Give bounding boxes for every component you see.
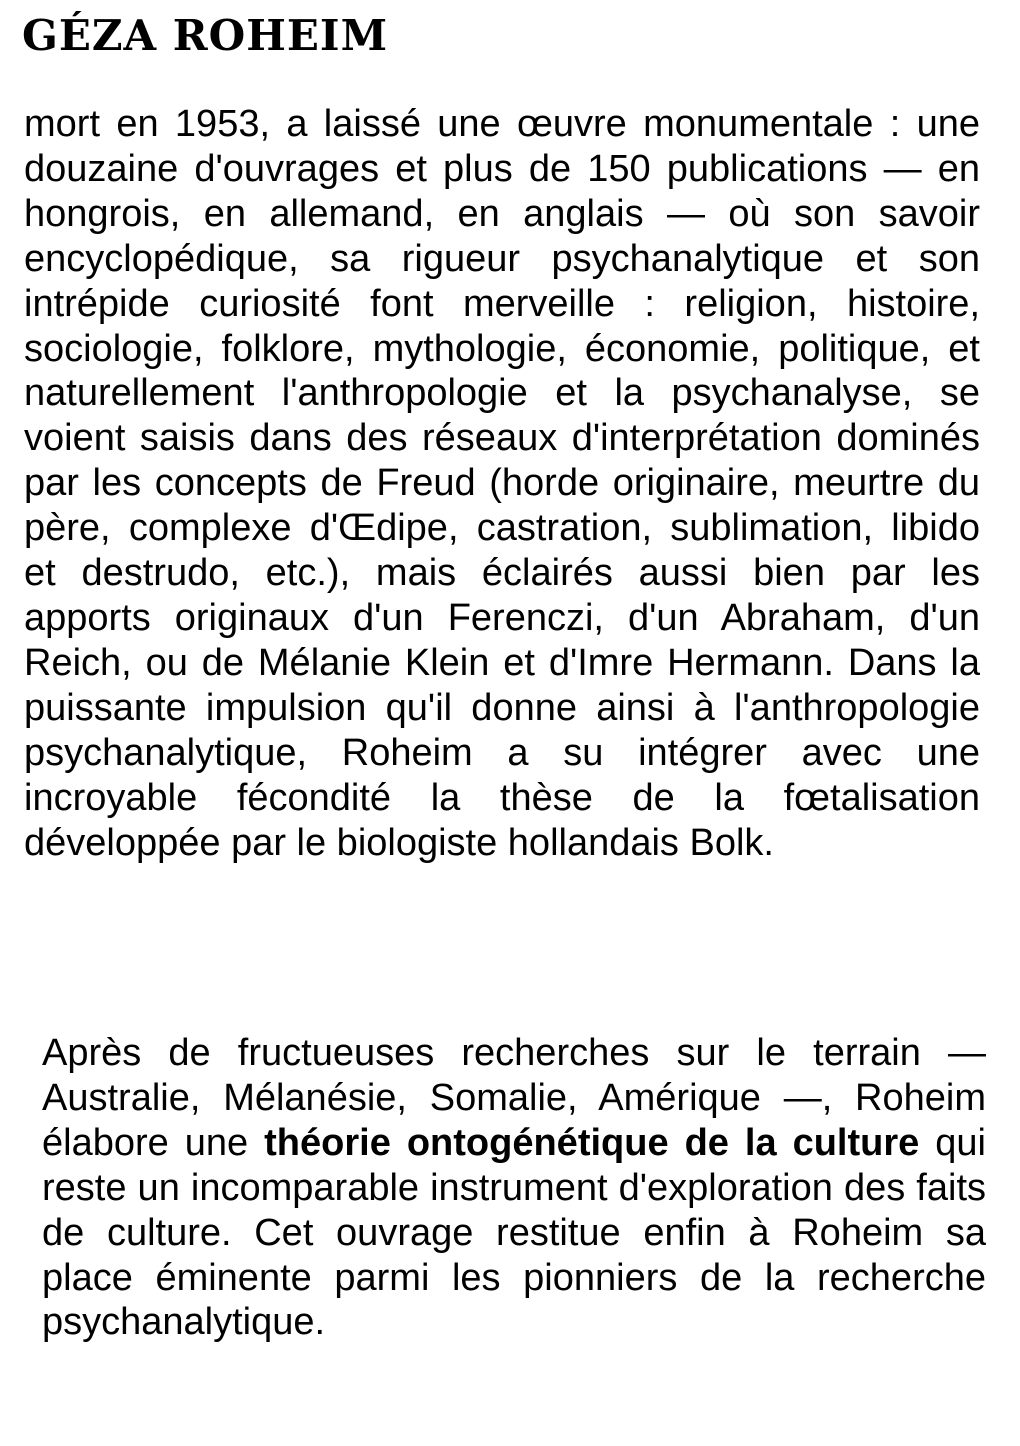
biography-paragraph: mort en 1953, a laissé une œuvre monumentale : une douzaine d'ouvrages et plus de 150 publications — en hongrois, en allemand, en anglais — où son savoir encyclopédique, sa rigueur psychanalytique et son intrépide curiosité font merveille : religion, histoire, sociologie, folklore, mythologie, économie, politique, et naturellement l'anthropologie et la psychanalyse, se voient saisis dans des réseaux d'interprétation dominés par les concepts de Freud (horde originaire, meurtre du père, complexe d'Œdipe, castration, sublimation, libido et destrudo, etc.), mais éclairés aussi bien par les apports originaux d'un Ferenczi, d'un Abraham, d'un Reich, ou de Mélanie Klein et d'Imre Hermann. Dans la puissante impulsion qu'il donne ainsi à l'anthropologie psychanalytique, Roheim a su intégrer avec une incroyable fécondité la thèse de la fœtalisation développée par le biologiste hollandais Bolk. — [24, 103, 980, 864]
summary-text-end: qui reste un incomparable instrument d'exploration des faits de culture. Cet ouvrage restitue enfin à Roheim sa place éminente parmi les pionniers de la recherche psychanalytique. — [42, 1121, 986, 1344]
summary-bold-term: théorie ontogénétique de la culture — [264, 1121, 920, 1164]
summary-text-start: Après de fructueuses recherches sur le terrain — Australie, Mélanésie, Somalie, Amérique —, Roheim élabore une — [42, 1032, 986, 1164]
summary-paragraph — [42, 1031, 986, 1345]
author-name: GÉZA ROHEIM — [22, 11, 389, 60]
